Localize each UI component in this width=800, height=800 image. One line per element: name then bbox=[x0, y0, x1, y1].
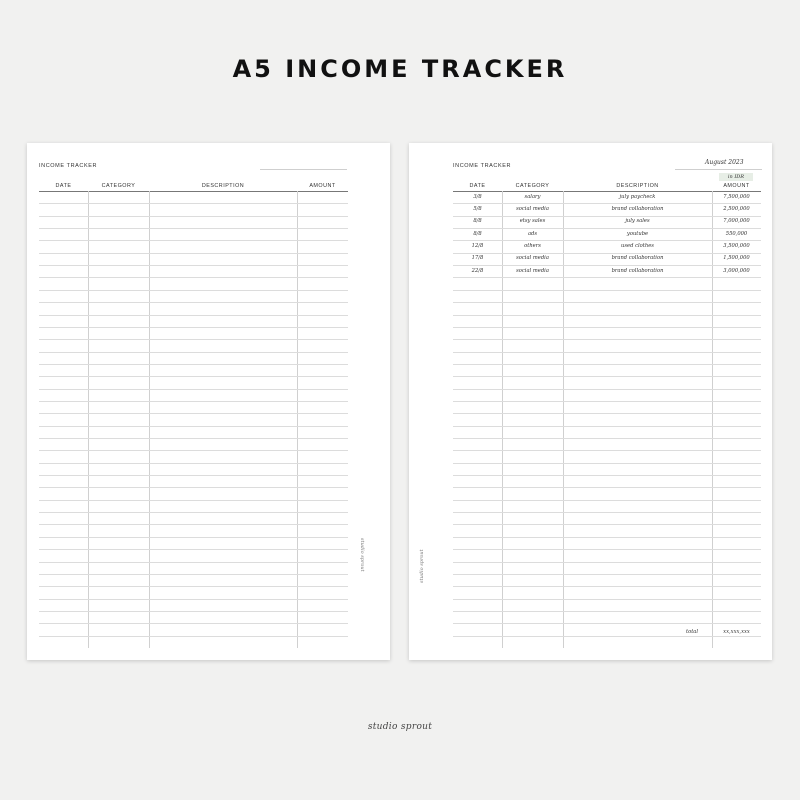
category-cell: social media bbox=[516, 255, 549, 262]
row-line bbox=[453, 413, 761, 414]
row-line bbox=[453, 277, 761, 278]
row-line bbox=[453, 352, 761, 353]
amount-cell: 7,500,000 bbox=[723, 193, 750, 200]
amount-cell: 7,000,000 bbox=[723, 218, 750, 225]
tracker-title: INCOME TRACKER bbox=[453, 163, 512, 169]
side-brand: studio sprout bbox=[359, 538, 365, 572]
title-line bbox=[675, 169, 762, 170]
row-line bbox=[453, 487, 761, 488]
row-line bbox=[39, 524, 348, 525]
row-line bbox=[453, 549, 761, 550]
date-cell: 8/8 bbox=[473, 230, 482, 237]
row-line bbox=[453, 574, 761, 575]
row-line bbox=[39, 636, 348, 637]
row-line bbox=[39, 549, 348, 550]
row-line bbox=[453, 636, 761, 637]
income-table bbox=[39, 183, 348, 648]
footer-brand: studio sprout bbox=[367, 722, 433, 732]
row-line bbox=[453, 302, 761, 303]
amount-cell: 2,500,000 bbox=[723, 205, 750, 212]
category-cell: salary bbox=[524, 193, 541, 200]
row-line bbox=[39, 401, 348, 402]
row-line bbox=[453, 426, 761, 427]
page-title: A5 INCOME TRACKER bbox=[232, 55, 568, 83]
amount-cell: 1,500,000 bbox=[723, 255, 750, 262]
row-line bbox=[453, 327, 761, 328]
column-header-date: DATE bbox=[469, 183, 486, 189]
row-line bbox=[39, 413, 348, 414]
description-cell: brand collaboration bbox=[611, 255, 664, 262]
category-cell: others bbox=[524, 242, 541, 249]
description-cell: july paycheck bbox=[619, 193, 656, 200]
row-line bbox=[39, 240, 348, 241]
row-line bbox=[39, 216, 348, 217]
row-line bbox=[39, 574, 348, 575]
amount-cell: 550,000 bbox=[725, 230, 748, 237]
row-line bbox=[39, 327, 348, 328]
row-line bbox=[453, 586, 761, 587]
total-label: total bbox=[686, 629, 699, 635]
row-line bbox=[39, 290, 348, 291]
description-cell: brand collaboration bbox=[611, 205, 664, 212]
column-header-date: DATE bbox=[55, 183, 72, 189]
category-cell: social media bbox=[516, 205, 549, 212]
row-line bbox=[39, 426, 348, 427]
category-cell: ads bbox=[527, 230, 538, 237]
date-cell: 8/8 bbox=[473, 218, 482, 225]
row-line bbox=[39, 389, 348, 390]
row-line bbox=[453, 364, 761, 365]
row-line bbox=[39, 265, 348, 266]
row-line bbox=[39, 599, 348, 600]
category-cell: social media bbox=[516, 267, 549, 274]
row-line bbox=[39, 475, 348, 476]
row-line bbox=[39, 364, 348, 365]
description-cell: brand collaboration bbox=[611, 267, 664, 274]
row-line bbox=[453, 290, 761, 291]
row-line bbox=[453, 500, 761, 501]
row-line bbox=[453, 240, 761, 241]
title-line bbox=[260, 169, 347, 170]
row-line bbox=[39, 623, 348, 624]
row-line bbox=[453, 450, 761, 451]
amount-cell: 3,000,000 bbox=[723, 267, 750, 274]
tracker-title: INCOME TRACKER bbox=[39, 163, 98, 169]
column-header-description: DESCRIPTION bbox=[616, 183, 659, 189]
row-line bbox=[39, 253, 348, 254]
date-cell: 12/8 bbox=[471, 242, 484, 249]
side-brand: studio sprout bbox=[419, 549, 425, 583]
row-line bbox=[453, 203, 761, 204]
row-line bbox=[453, 524, 761, 525]
total-amount: xx,xxx,xxx bbox=[723, 629, 750, 635]
row-line bbox=[39, 277, 348, 278]
month-label: August 2023 bbox=[705, 159, 744, 166]
row-line bbox=[39, 512, 348, 513]
column-divider bbox=[149, 191, 150, 648]
description-cell: youtube bbox=[626, 230, 649, 237]
description-cell: july sales bbox=[625, 218, 650, 225]
row-line bbox=[39, 463, 348, 464]
row-line bbox=[453, 401, 761, 402]
row-line bbox=[39, 302, 348, 303]
column-header-description: DESCRIPTION bbox=[201, 183, 245, 189]
row-line bbox=[453, 265, 761, 266]
row-line bbox=[39, 438, 348, 439]
row-line bbox=[453, 611, 761, 612]
row-line bbox=[39, 315, 348, 316]
row-line bbox=[39, 339, 348, 340]
row-line bbox=[453, 339, 761, 340]
row-line bbox=[39, 500, 348, 501]
row-line bbox=[453, 599, 761, 600]
row-line bbox=[453, 537, 761, 538]
column-header-amount: AMOUNT bbox=[723, 183, 750, 189]
row-line bbox=[453, 389, 761, 390]
row-line bbox=[39, 450, 348, 451]
income-table bbox=[453, 183, 761, 648]
row-line bbox=[39, 376, 348, 377]
row-line bbox=[39, 352, 348, 353]
category-cell: etsy sales bbox=[519, 218, 546, 225]
date-cell: 17/8 bbox=[471, 255, 484, 262]
amount-cell: 3,500,000 bbox=[723, 242, 750, 249]
description-cell: used clothes bbox=[621, 242, 654, 249]
row-line bbox=[453, 253, 761, 254]
column-divider bbox=[88, 191, 89, 648]
row-line bbox=[453, 623, 761, 624]
row-line bbox=[39, 228, 348, 229]
date-cell: 5/8 bbox=[473, 205, 482, 212]
row-line bbox=[39, 537, 348, 538]
table-header bbox=[453, 183, 761, 192]
row-line bbox=[453, 315, 761, 316]
date-cell: 22/8 bbox=[471, 267, 484, 274]
row-line bbox=[39, 586, 348, 587]
column-header-category: CATEGORY bbox=[101, 183, 136, 189]
row-line bbox=[453, 438, 761, 439]
column-divider bbox=[297, 191, 298, 648]
row-line bbox=[453, 463, 761, 464]
row-line bbox=[453, 475, 761, 476]
row-line bbox=[453, 216, 761, 217]
column-header-category: CATEGORY bbox=[515, 183, 550, 189]
row-line bbox=[39, 487, 348, 488]
row-line bbox=[453, 228, 761, 229]
table-header bbox=[39, 183, 348, 192]
row-line bbox=[39, 611, 348, 612]
column-header-amount: AMOUNT bbox=[309, 183, 336, 189]
row-line bbox=[453, 562, 761, 563]
row-line bbox=[453, 512, 761, 513]
left-planner-page bbox=[27, 143, 390, 660]
currency-unit-badge: in IDR bbox=[719, 173, 753, 181]
row-line bbox=[39, 562, 348, 563]
right-planner-page bbox=[409, 143, 772, 660]
row-line bbox=[453, 376, 761, 377]
date-cell: 3/8 bbox=[473, 193, 482, 200]
row-line bbox=[39, 203, 348, 204]
